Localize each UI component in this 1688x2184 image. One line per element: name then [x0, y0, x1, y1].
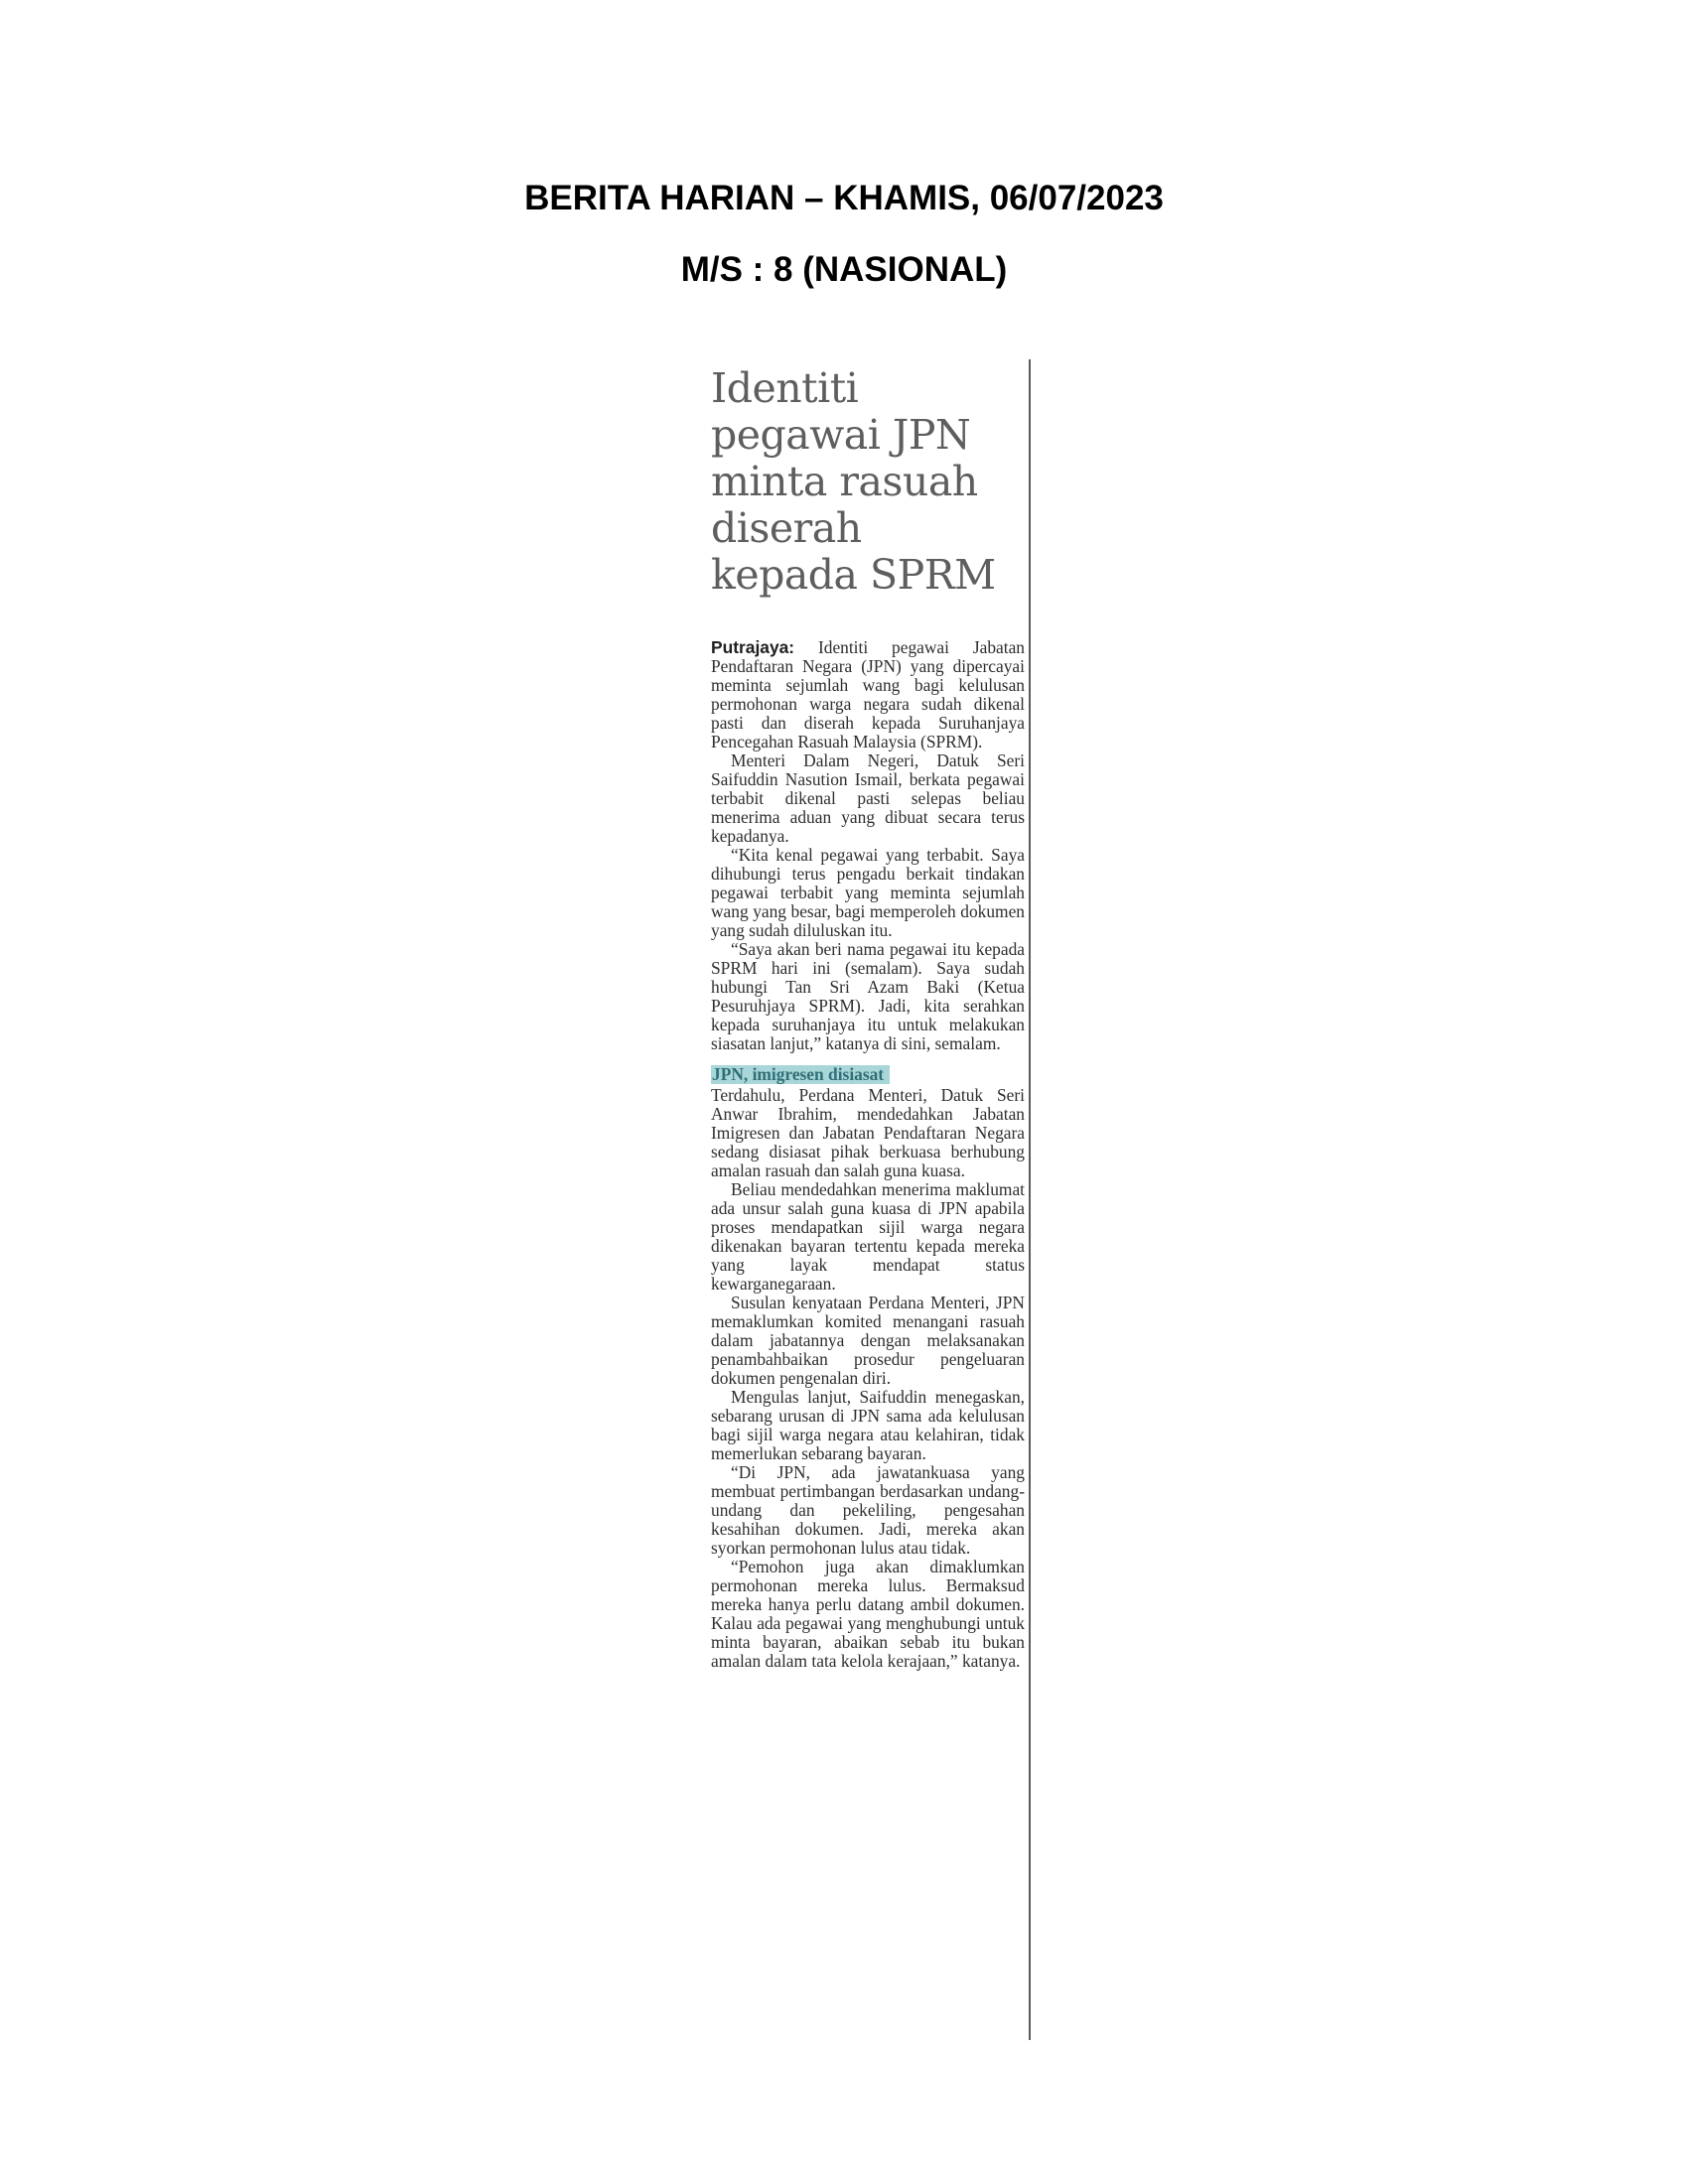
article-paragraph: Terdahulu, Perdana Menteri, Datuk Seri Anwar Ibrahim, mendedahkan Jabatan Imigresen dan Jabatan Pendaftaran Negara sedang disiasat pihak berkuasa berhubung amalan rasuah dan salah guna kuasa.	[711, 1085, 1025, 1180]
article-dateline: Putrajaya:	[711, 637, 795, 657]
page-section-header: M/S : 8 (NASIONAL)	[680, 250, 1008, 289]
headline-line: diserah	[711, 504, 862, 552]
article-headline	[711, 359, 1025, 599]
article-paragraph: Menteri Dalam Negeri, Datuk Seri Saifuddin Nasution Ismail, berkata pegawai terbabit dikenal pasti selepas beliau menerima aduan yang dibuat secara terus kepadanya.	[711, 751, 1025, 846]
article-paragraph: Beliau mendedahkan menerima maklumat ada unsur salah guna kuasa di JPN apabila proses mendapatkan sijil warga negara dikenakan bayaran tertentu kepada mereka yang layak mendapat status kewarganegaraan.	[711, 1179, 1025, 1294]
article-paragraph: “Di JPN, ada jawatankuasa yang membuat pertimbangan berdasarkan undang-undang dan pekeliling, pengesahan kesahihan dokumen. Jadi, mereka akan syorkan permohonan lulus atau tidak.	[711, 1462, 1025, 1558]
article-paragraph	[711, 638, 1025, 751]
column-divider-rule	[1029, 359, 1031, 2040]
article-paragraph: “Kita kenal pegawai yang terbabit. Saya dihubungi terus pengadu berkait tindakan pegawai terbabit yang meminta sejumlah wang yang besar, bagi memperoleh dokumen yang sudah diluluskan itu.	[711, 845, 1025, 940]
headline-line: minta rasuah	[711, 458, 978, 505]
headline-line: pegawai JPN	[711, 411, 971, 459]
article-paragraph: “Pemohon juga akan dimaklumkan permohonan mereka lulus. Bermaksud mereka hanya perlu datang ambil dokumen. Kalau ada pegawai yang menghubungi untuk minta bayaran, abaikan sebab itu bukan amalan dalam tata kelola kerajaan,” katanya.	[711, 1557, 1025, 1671]
headline-line: kepada SPRM	[711, 551, 996, 599]
newspaper-clipping	[711, 359, 1025, 2047]
article-paragraph: “Saya akan beri nama pegawai itu kepada SPRM hari ini (semalam). Saya sudah hubungi Tan Sri Azam Baki (Ketua Pesuruhjaya SPRM). Jadi, kita serahkan kepada suruhanjaya itu untuk melakukan siasatan lanjut,” katanya di sini, semalam.	[711, 939, 1025, 1053]
article-paragraph: Mengulas lanjut, Saifuddin menegaskan, sebarang urusan di JPN sama ada kelulusan bagi sijil warga negara atau kelahiran, tidak memerlukan sebarang bayaran.	[711, 1387, 1025, 1463]
paragraph-text: Identiti pegawai Jabatan Pendaftaran Negara (JPN) yang dipercayai meminta sejumlah wang bagi kelulusan permohonan warga negara sudah dikenal pasti dan diserah kepada Suruhanjaya Pencegahan Rasuah Malaysia (SPRM).	[711, 637, 1025, 751]
article-body	[711, 638, 1025, 1671]
article-paragraph: Susulan kenyataan Perdana Menteri, JPN memaklumkan komited menangani rasuah dalam jabatannya dengan melaksanakan penambahbaikan prosedur pengeluaran dokumen pengenalan diri.	[711, 1293, 1025, 1388]
headline-line: Identiti	[711, 364, 859, 412]
publication-date-header: BERITA HARIAN – KHAMIS, 06/07/2023	[524, 179, 1164, 217]
subheading-block	[711, 1065, 1025, 1084]
article-subheading: JPN, imigresen disiasat	[711, 1065, 890, 1084]
